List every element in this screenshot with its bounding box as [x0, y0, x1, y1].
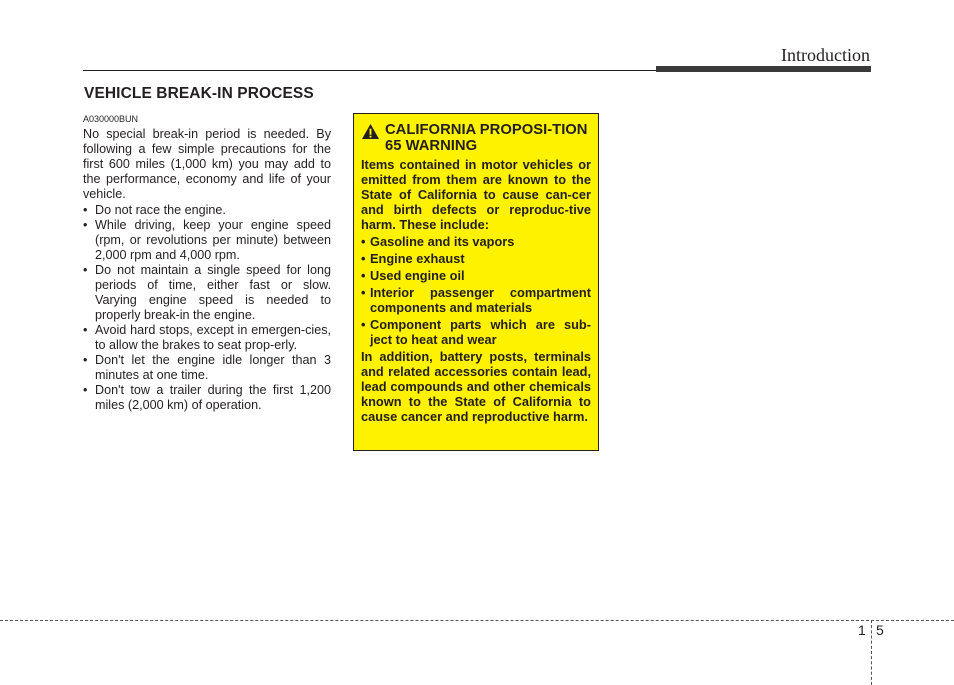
footer-dashed-rule [0, 620, 954, 621]
bullet: • [83, 323, 88, 337]
list-item-text: Component parts which are sub-ject to heat and wear [370, 317, 591, 347]
list-item-text: Gasoline and its vapors [370, 234, 515, 249]
bullet: • [361, 285, 366, 300]
warning-header [361, 122, 591, 154]
warning-outro: In addition, battery posts, terminals and related accessories contain lead, lead compounds and other chemicals known to the State of California to cause cancer and reproductive harm. [361, 349, 591, 424]
list-item-text: Engine exhaust [370, 251, 465, 266]
header-title: Introduction [781, 45, 870, 65]
bullet: • [83, 263, 88, 277]
bullet: • [361, 268, 366, 283]
page-chapter-number: 1 [858, 622, 866, 638]
list-item [361, 268, 591, 283]
break-in-column [83, 127, 331, 413]
header-thick-rule [656, 66, 871, 72]
list-item-text: Do not maintain a single speed for long periods of time, either fast or slow. Varying engine speed is needed to properly break-in the engine. [95, 263, 331, 322]
warning-list [361, 234, 591, 347]
bullet: • [83, 218, 88, 232]
list-item [83, 353, 331, 383]
list-item [361, 234, 591, 249]
list-item-text: Interior passenger compartment components and materials [370, 285, 591, 315]
list-item [361, 285, 591, 315]
list-item-text: Don't tow a trailer during the first 1,200 miles (2,000 km) of operation. [95, 383, 331, 412]
prop65-warning-box [353, 113, 599, 451]
list-item-text: Do not race the engine. [95, 203, 226, 217]
list-item [83, 218, 331, 263]
warning-intro: Items contained in motor vehicles or emitted from them are known to the State of California to cause can-cer and birth defects or reproduc-tive harm. These include: [361, 157, 591, 232]
warning-title: CALIFORNIA PROPOSI-TION 65 WARNING [385, 122, 588, 154]
bullet: • [361, 317, 366, 332]
page-number: 5 [876, 622, 884, 638]
warning-triangle-icon [361, 123, 380, 140]
list-item [83, 323, 331, 353]
header-thin-rule [83, 70, 657, 71]
section-code: A030000BUN [83, 114, 139, 124]
bullet: • [361, 251, 366, 266]
section-heading: VEHICLE BREAK-IN PROCESS [84, 85, 314, 102]
break-in-intro: No special break-in period is needed. By following a few simple precautions for the first 600 miles (1,000 km) you may add to the performance, economy and life of your vehicle. [83, 127, 331, 201]
list-item-text: Used engine oil [370, 268, 465, 283]
bullet: • [361, 234, 366, 249]
list-item [83, 383, 331, 413]
list-item [83, 263, 331, 323]
bullet: • [83, 383, 88, 397]
list-item [83, 203, 331, 218]
break-in-list [83, 203, 331, 413]
list-item-text: Don't let the engine idle longer than 3 minutes at one time. [95, 353, 331, 382]
bullet: • [83, 203, 88, 217]
list-item-text: While driving, keep your engine speed (rpm, or revolutions per minute) between 2,000 rpm and 4,000 rpm. [95, 218, 331, 262]
list-item-text: Avoid hard stops, except in emergen-cies, to allow the brakes to seat prop-erly. [95, 323, 331, 352]
list-item [361, 251, 591, 266]
list-item [361, 317, 591, 347]
footer-vertical-dashed-rule [871, 620, 872, 685]
warning-body [361, 157, 591, 424]
bullet: • [83, 353, 88, 367]
